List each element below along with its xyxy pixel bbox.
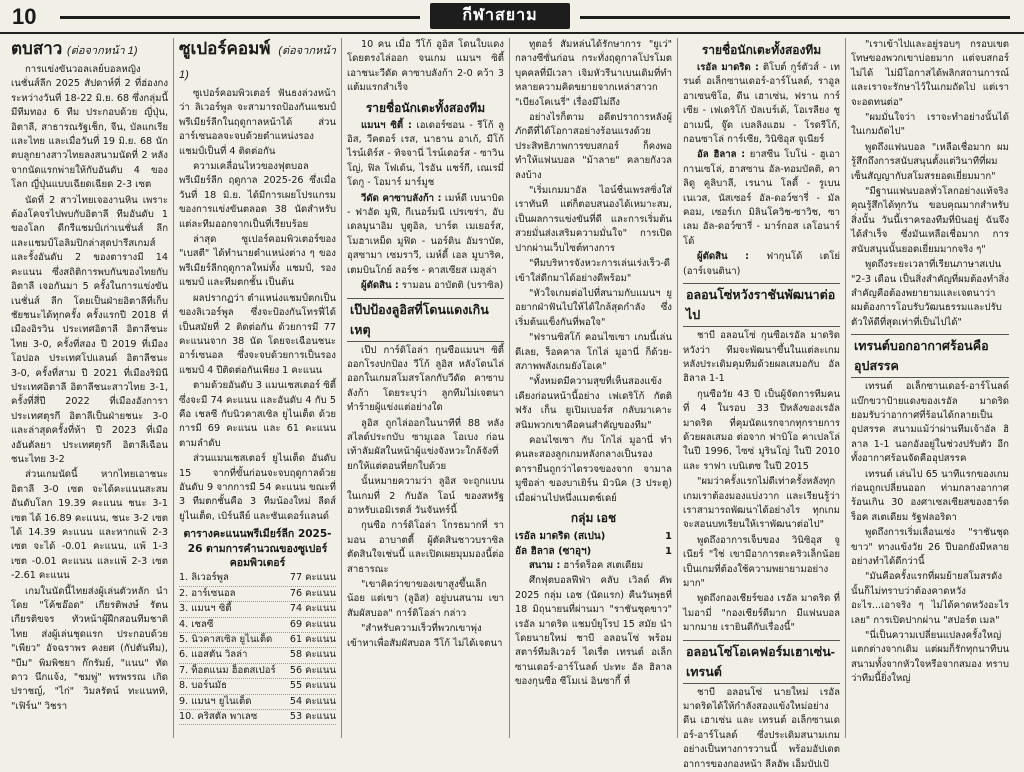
headline-supercomputer (179, 38, 336, 86)
rank: 4. (179, 618, 189, 630)
paragraph: ล่าสุด ซูเปอร์คอมพิวเตอร์ของ "เบสตี" ได้ทำนายตำแหน่งต่าง ๆ ของพรีเมียร์ลีกฤดูกาลใหม่ทั้ง แชมป์, รองแชมป์ และทีมตกชั้น เป็นต้น (179, 234, 336, 289)
paragraph: "มันคือครั้งแรกที่ผมย้ายสโมสรดังนั้นก็ไม่ทราบว่าต้องคาดหวังอะไร...เอาจริง ๆ ไม่ได้คาดหวังอะไรเลย" การเปิดปากผ่าน "สปอร์ต เมล" (851, 571, 1009, 626)
team: ลิเวอร์พูล (191, 572, 229, 584)
team-label: อัล ฮิลาล : (697, 149, 746, 161)
lineup-entry (347, 279, 504, 293)
subhead-alonso-form: อลอนโซ่โอเคฟอร์มเฮาเซ่น-เทรนต์ (683, 640, 840, 684)
section-masthead: กีฬาสยาม (430, 3, 570, 29)
score: 1 (665, 546, 672, 557)
team: ท็อตแนม ฮ็อตสเปอร์ (191, 664, 276, 676)
paragraph: "เราเข้าไปและอยู่รอบๆ กรอบเขตโทษของพวกเขาบ่อยมาก แต่จบสกอร์ไม่ได้ ไม่มีโอกาสได้พลิกสถานการณ์ และเราจะรักษาไว้ในเกมถัดไป แต่เราจะอดทนต่อ" (851, 39, 1009, 108)
standings-row (179, 648, 336, 663)
standings-list (179, 571, 336, 725)
paragraph: "ฟรานซิสโก้ คอนไซเซา เกมนี้เล่นดีเลย, ร็อคคาล โกไล่ มูอานี่ ก็ด้วย-สภาพพลังเกมยังโอเค" (515, 332, 672, 372)
team-label: แมนฯ ซิตี้ : (361, 119, 412, 131)
paragraph: อย่างไรก็ตาม อดีตปราการหลังผู้ภักดีที่ได้โอกาสอย่างร้อนแรงด้วยประสิทธิภาพการขบสกอร์ ก็คงพอทำให้แฟนบอล "ม้าลาย" คลายกังวลลงบ้าง (515, 112, 672, 181)
paragraph: พูดถึงกองเชียร์ของ เรอัล มาดริด ที่ไมอามี่ "กองเชียร์ดีมาก มีแฟนบอลมากมาย เรายินดีกับเรื่องนี้" (683, 593, 840, 634)
paragraph: "หัวใจเกมต่อไปที่สนามกับแมนฯ ยู อยากฝ่าฟันไปให้ได้ใกล้สุดกำลัง ซึ่งเริ่มต้นแข็งกันที่พอใจ" (515, 287, 672, 328)
page-header (0, 0, 1024, 34)
players: ติโบต์ กูร์ตัวส์ - เทรนต์ อเล็กซานเดอร์-อาร์โนลด์, ราอูล อาเซนซิโอ, ดีน เฮาเซ่น, ฟราน การ์เซีย - เฟเดริโก้ บัลเบร์เด้, โอเรลียง ชูอาเมนี่, จู๊ด เบลลิงแฮม - โรดรีโก้, กอนซาโล่ การ์เซีย, วินิซิอุส จูเนียร์ (683, 62, 840, 146)
points: 58 คะแนน (289, 649, 336, 661)
points: 61 คะแนน (289, 634, 336, 646)
rank: 10. (179, 711, 195, 723)
team: นิวคาสเซิล ยูไนเต็ด (191, 634, 273, 646)
points: 74 คะแนน (289, 603, 336, 615)
column-1 (6, 38, 174, 738)
paragraph: ซูเปอร์คอมพิวเตอร์ ฟันธงล่วงหน้าว่า ลิเวอร์พูล จะสามารถป้องกันแชมป์พรีเมียร์ลีกในฤดูกาลหน้าได้ ส่วนอาร์เซนอลจะจบด้วยตำแหน่งรองแชมป์เป็นที่ 4 ติดต่อกัน (179, 88, 336, 157)
group-title: กลุ่ม เอช (570, 511, 617, 525)
rank: 6. (179, 649, 189, 661)
lineup-entry (347, 119, 504, 191)
masthead-rule-left (60, 16, 420, 19)
lineup-entry (683, 148, 840, 249)
rank: 7. (179, 664, 189, 676)
team: เชลซี (191, 618, 214, 630)
points: 55 คะแนน (289, 680, 336, 692)
paragraph: "ผมว่าครั้งแรกไม่ดีเท่าครั้งหลังทุกเกมเราต้องมองแบ่งวาก และเรียนรู้ว่าเราสามารถพัฒนาได้อย่างไร ทุกเกมจะสอนบทเรียนให้เราพัฒนาต่อไป" (683, 476, 840, 531)
rank: 3. (179, 603, 189, 615)
paragraph: ชาบี อลอนโซ่ กุนซือเรอัล มาดริด หวังว่า ทีมจะพัฒนาขึ้นในแต่ละเกม หลังประเดิมคุมทีมด้วยผลเสมอกับ อัล ฮิลาล 1-1 (683, 330, 840, 385)
standings-row (179, 710, 336, 725)
column-2 (174, 38, 342, 738)
paragraph: นัดที่ 2 สาวไทยเจองานหิน เพราะต้องโคจรไปพบกับอิตาลี ทีมอันดับ 1 ของโลก ดีกรีแชมป์เก่าเนชั่นส์ ลีก และแชมป์โอลิมปิกล่าสุดปารีสเกมส์ และรั้งอันดับ 2 ของตารางมี 14 คะแนน ซึ่งสถิติการพบกันของไทยกับอิตาลี เจอกันมา 5 ครั้งในการแข่งขันเนชั่นส์ ลีก โดยเป็นฝ่ายอิตาลีที่เก็บชัยชนะได้ทุกครั้ง ครั้งแรกปี 2018 ที่เมืองอิรวิน ประเทศอิตาลี อิตาลีชนะไทย 3-0, ครั้งที่สอง ปี 2019 ที่เมืองโอปอล ประเทศโปแลนด์ อิตาลีชนะ 3-0, ครั้งที่สาม ปี 2021 ที่เมืองริมินี ประเทศอิตาลี อิตาลีชนะสาวไทย 3-1, ครั้งที่สี่ปี 2022 ที่เมืองอังการา ประเทศตุรกี อิตาลีเป็นฝ่ายชนะ 3-0 และล่าสุดครั้งที่ห้า ปี 2023 ที่เมืองอันตัลยา ประเทศตุรกี อิตาลีเฉือนชนะไทย 3-2 (11, 194, 168, 465)
players: เอเดอร์ซอน - รีโก้ ลูอิส, วีคตอร์ เรส, นาธาน อาเก้, มีโก้ ไรน์เดิร์ส - ทิจจานี่ ไรน์เดอร์ส - ซาวินโญ่, ฟิล โฟเด้น, ไรอัน แชร์กี, เณเรมี่ โดกู - โอมาร์ มาร์มูช (347, 119, 504, 189)
lineup-entry (347, 192, 504, 278)
continued-from-label: (ต่อจากหน้า 1) (67, 45, 138, 57)
team-label: เรอัล มาดริด : (697, 62, 759, 73)
lineup-entry (683, 250, 840, 279)
paragraph: "ทั้งหมดมีความสุขที่เห็นสองแข้งเคียงก่อนหน้านี้อย่าง เฟเดริโก้ กัตติ ฟรัง เก็น ยูเปิมเบอร์ส กลับมาเคาะสนิมพวกเขาคือคนสำคัญของทีม" (515, 376, 672, 431)
column-6 (846, 38, 1014, 738)
venue-label: สนาม : (529, 560, 561, 571)
standings-row (179, 618, 336, 633)
points: 77 คะแนน (289, 572, 336, 584)
team: อาร์เซนอล (191, 587, 236, 599)
team: เรอัล มาดริด (สเปน) (515, 531, 606, 542)
team: แมนฯ ซิตี้ (191, 603, 232, 615)
paragraph: "เริ่มเกมมาอัล ไอน์ชื่นเพรสซิ่งใส่เราทันที แต่ก็ตอบสนองได้เหมาะสม, เป็นผลการแข่งขันที่ดี และการเริ่มต้นสวยมั่นส่งเสริมความมั่นใจ" การเปิดปากผ่านเว็บไซต์ทางการ (515, 185, 672, 254)
paragraph: เป๊ป การ์ดิโอล่า กุนซือแมนฯ ซิตี้ ออกโรงปกป้อง วีโก้ ลูอิส หลังโดนไล่ออกในเกมสโมสรโลกกับวีดัด คาซาบลังก้า โดยระบุว่า ลูกทีมไม่เจตนาทำร้ายผู้แข่งแต่อย่างใด (347, 344, 504, 414)
points: 54 คะแนน (289, 695, 336, 707)
team: อัล ฮิลาล (ซาอุฯ) (515, 546, 592, 557)
team-label: วีดัด คาซาบลังก้า : (361, 192, 442, 204)
paragraph: "มีฐานแฟนบอลทั่วโลกอย่างแท้จริง คุณรู้สึกได้ทุกวัน ขอบคุณมากสำหรับสิ่งนั้น วันนี้เราครองทีมที่บินอยู่ ฉันจึงได้สำเร็จ ซึ่งมันเหลือเชื่อมาก การสนับสนุนนั้นยอดเยี่ยมมากจริง ๆ" (851, 186, 1009, 255)
column-3 (342, 38, 510, 738)
paragraph: ชาบี อลอนโซ่ นายใหม่ เรอัล มาดริดได้ให้กำลังสองแข้งใหม่อย่าง ดีน เฮาเซ่น และ เทรนต์ อเล็กซานเดอร์-อาร์โนลด์ ซึ่งประเดิมสนามเกมอย่างเป็นทางการวานนี้ พร้อมอัปเดตอาการของกองหน้า ลีลอัพ เอ็มบัปเป้ (683, 686, 840, 770)
lineup-entry (683, 61, 840, 147)
rank: 8. (179, 680, 189, 692)
team: แมนฯ ยูไนเต็ด (191, 695, 252, 707)
referee: ฟากุนโด้ เตโย่ (อาร์เจนตินา) (683, 251, 840, 277)
paragraph: ส่วนแมนเชสเตอร์ ยูไนเต็ด อันดับ 15 จากที่ขั้นก่อนจะจบฤดูกาลด้วยอันดับ 9 จากการมี 54 คะแนน ขณะที่ 3 ทีมตกชั้นคือ 3 ทีมน้องใหม่ ลีดส์ ยูไนเต็ด, เบิร์นลีย์ และซันเดอร์แลนด์ (179, 453, 336, 522)
points: 69 คะแนน (289, 618, 336, 630)
paragraph: พูดถึงอาการเจ็บของ วินิซิอุส จูเนียร์ "ใช่ เขามีอาการตะคริวเล็กน้อย เป็นเกมที่ต้องใช้ความพยายามอย่างมาก" (683, 534, 840, 589)
page-number: 10 (12, 4, 37, 29)
score: 1 (665, 531, 672, 542)
paragraph: นั้นหมายความว่า ลูอิส จะถูกแบนในเกมที่ 2 กับอัล โอน์ ของสหรัฐอาหรับเอมิเรตส์ วันจันทร์นี้ (347, 476, 504, 516)
team: แอสตัน วิลล่า (191, 649, 248, 661)
points: 76 คะแนน (289, 587, 336, 599)
rank: 2. (179, 587, 189, 599)
referee: รามอน อาบัตติ (บราซิล) (401, 280, 504, 292)
paragraph: กุนซือวัย 43 ปี เป็นผู้จัดการทีมคนที่ 4 ในรอบ 33 ปีหลังของเรอัล มาดริด ที่คุมนัดแรกจากทุกรายการด้วยผลเสมอ ต่อจาก ฟาบิโอ คาเปลโล่ ในปี 1996, ไซซ่ มูรินโญ่ ในปี 2010 และ ราฟา เบนิเตซ ในปี 2015 (683, 388, 840, 472)
referee-label: ผู้ตัดสิน : (697, 251, 750, 263)
standings-row (179, 587, 336, 602)
players: ยาสซีน โบโน่ - ฮูเอา กานเซโล่, ฮาสซาน อัล-ทอมบัคติ, คาลิดู คูลิบาลี, เรนาน โลดี้ - รูเบน เนเวส, นัสเซอร์ อัล-ดอว์ซารี่ - มัลคอม, เซอร์เก มิลินโควิช-ซาวิช, ซาเลม อัล-ดอว์ซารี่ - มาร์กอส เลโอนาร์โด้ (683, 149, 840, 247)
paragraph: พูดถึงระยะเวลาที่เรียนภาษาสเปน "2-3 เดือน เป็นสิ่งสำคัญที่ผมต้องทำสิ่งสำคัญคือต้องพยายามและเจตนาว่า ผมต้องการโอบรับวัฒนธรรมและปรับตัวให้ดีที่สุดเท่าที่เป็นไปได้" (851, 259, 1009, 328)
players: เมห์ดี เบนาบิด - ฟาอัด มูฟี, กีเนอร์มนี เปรเซร่า, อับเดลมูนาอิม บูตูอิล, บาร์ต เมเยอร์ส, โมฮาเหม็ด มูฟิด - นอร์ดิน อัมราบัต, อุสซามา เซมราวี, เมห์ดี้ เอล มูบาริค, เตมบินโกย์ ลอร์ช - คาสเซียส เมลูล่า (347, 192, 504, 276)
lineup-title: รายชื่อนักเตะทั้งสองทีม (365, 100, 486, 115)
subhead-trent: เทรนต์บอกอากาศร้อนคืออุปสรรค (851, 334, 1009, 378)
standings-row (179, 679, 336, 694)
venue (515, 559, 672, 573)
paragraph: ศึกฟุตบอลฟีฟ่า คลับ เวิลด์ คัพ 2025 กลุ่ม เอช (นัดแรก) คืนวันพุธที่ 18 มิถุนายนที่ผ่านมา "ราชันชุดขาว" เรอัล มาดริด แชมป์ยุโรป 15 สมัย นำโดยนายใหม่ ชาบี อลอนโซ่ พร้อมสตาร์ทีมลิเวอร์ ไดเรื่ต เทรนต์ อเล็กซานเดอร์-อาร์โนลด์ ปะทะ อัล ฮิลาล ของกุนซือ ซีโมเน่ อินซากี้ ที่ (515, 575, 672, 688)
paragraph: คอนไซเซา กับ โกไล่ มูอานี่ ทำคนละสองลูกเกมหลังกลางเป็นรองดารายืนถูกว่าไดรวจของจาก จามาล มูซีอล่า ของบาเยิร์น มิวนิค (3 ประตู) เมื่อผ่านไปหนึ่งแมตช์เดย์ (515, 434, 672, 504)
paragraph: พูดถึงแฟนบอล "เหลือเชื่อมาก ผมรู้สึกถึงการสนับสนุนตั้งแต่วินาทีที่ผมเซ็นสัญญากับสโมสรยอดเยี่ยมมาก" (851, 141, 1009, 182)
paragraph: "ผมมั่นใจว่า เราจะทำอย่างนั้นได้ในเกมถัดไป" (851, 112, 1009, 138)
paragraph: พูดถึงการเริ่มเลื่อนเซ่ง "ราชันชุดขาว" ทางแข้งวัย 26 ปีบอกยังมีหลายอย่างทำได้ดีกว่านี้ (851, 527, 1009, 567)
lineup-title: รายชื่อนักเตะทั้งสองทีม (701, 43, 822, 57)
headline-text: ตบสาว (11, 39, 63, 58)
paragraph: ผลปรากฏว่า ตำแหน่งแชมป์ตกเป็นของลิเวอร์พูล ซึ่งจะป้องกันโทรฟี่ได้เป็นสมัยที่ 2 ติดต่อกัน ด้วยการมี 77 คะแนนจาก 38 นัด โดยจะเฉือนชนะอาร์เซนอล ซึ่งจะจบด้วยการเป็นรองแชมป์ 4 ปีติดต่อกันเพียง 1 คะแนน (179, 292, 336, 376)
paragraph: ลูอิส ถูกไล่ออกในนาทีที่ 88 หลังสไลด์ประกบับ ซามูเอล โอเบง ก่อนเท้าลัมผัสในหน้าผู้แข่งจังหวะใกล้จังที่ยกให้แต่ตอนที่ยกใบด้วย (347, 417, 504, 472)
paragraph: ส่วนเกมนัดนี้ หากไทยเอาชนะอิตาลี 3-0 เซต จะได้คะแนนสะสมอันดับโลก 19.39 คะแนน ชนะ 3-1 เซต ได้ 16.89 คะแนน, ชนะ 3-2 เซต ได้ 14.39 คะแนน และหากแพ้ 2-3 เซต จะได้ -0.01 คะแนน, แพ้ 1-3 เซต -0.01 คะแนน และแพ้ 2-3 เซต -2.61 คะแนน (11, 469, 168, 582)
paragraph: ความเคลื่อนไหวของฟุตบอลพรีเมียร์ลีก ฤดูกาล 2025-26 ซึ่งเมื่อวันที่ 18 มิ.ย. ได้มีการเผยโปรแกรมของการแข่งขันตลอด 38 นัดสำหรับแต่ละทีมออกจากเป็นที่เรียบร้อย (179, 161, 336, 230)
subhead-alonso: อลอนโซ่หวังราชันพัฒนาต่อไป (683, 283, 840, 327)
paragraph: เทรนต์ อเล็กซานเดอร์-อาร์โนลด์ แบ๊กขวาป้ายแดงของเรอัล มาดริด ยอมรับว่าอากาศที่ร้อนได้กลายเป็นอุปสรรค สนามแม้ว่าผ่านทีมเจ้าอัล ฮิลาล 1-1 นอกอังอยู่ในช่วงปรับตัว อีกทั้งอากาศร้อนจัดคืออุปสรรค (851, 381, 1009, 465)
score-row-away (515, 544, 672, 559)
paragraph: การแข่งขันวอลเลย์บอลหญิงเนชั่นส์ลีก 2025 สัปดาห์ที่ 2 ที่ฮ่องกง ระหว่างวันที่ 18-22 มิ.ย. 68 ซึ่งกลุ่มนี้มีทีมทอง 6 ทีม ประกอบด้วย ญี่ปุ่น, อิตาลี, สาธารณรัฐเช็ก, จีน, บัลแกเรีย และไทย และเมื่อวันที่ 19 มิ.ย. 68 นักตบลูกยางสาวไทยลงสนามนัดที่ 2 หลังจากนัดแรกพ่ายให้กับอันดับ 4 ของโลก ญี่ปุ่นแบบเฉียดเฉียด 2-3 เซต (11, 64, 168, 191)
standings-row (179, 571, 336, 586)
score-row-home (515, 529, 672, 544)
referee-label: ผู้ตัดสิน : (361, 280, 399, 292)
paragraph: ตามด้วยอันดับ 3 แมนเชสเตอร์ ซิตี้ ซึ่งจะมี 74 คะแนน และอันดับ 4 กับ 5 คือ เชลซี กับนิวคาสเซิล ยูไนเต็ด ด้วยการมี 69 คะแนน และ 61 คะแนนตามลำดับ (179, 380, 336, 449)
paragraph: เทรนต์ เล่นไป 65 นาทีแรกของเกมก่อนถูกเปลี่ยนออก ท่ามกลางอากาศร้อนเกิน 30 องศาเซลเซียสของฮาร์ดร็อค สเตเดียม รัฐฟลอริดา (851, 468, 1009, 523)
paragraph: "ทีมบริหารจังหวะการเล่นเร่งเร็ว-ดีเข้าใส่ดีกมาได้อย่างดีพร้อม" (515, 258, 671, 284)
headline-volleyball (11, 38, 168, 62)
continued-from-label: (ต่อจากหน้า 1) (179, 45, 336, 81)
paragraph: 10 คน เมื่อ วีโก้ อูอิส โดนใบแดงโดยตรงไล่ออก จนเกม แมนฯ ซิตี้ เอาชนะวีดัด คาซาบลังก้า 2-0 คว้า 3 แต้มแรกสำเร็จ (347, 39, 504, 94)
rank: 9. (179, 695, 189, 707)
standings-title: ตารางคะแนนพรีเมียร์ลีก 2025-26 ตามการคำนวณของซูเปอร์คอมพิวเตอร์ (183, 528, 332, 569)
masthead-rule-right (580, 16, 1010, 19)
points: 53 คะแนน (289, 711, 336, 723)
paragraph: เกมในนัดนี้ไทยส่งผู้เล่นตัวหลัก นำโดย "โค้ชอ๊อด" เกียรติพงษ์ รัตนเกียรติขจร ทัวหน้าผู้ฝึกสอนทีมชาติไทย ส่งผู้เล่นชุดแรก ประกอบด้วย "เพียว" อัจฉราพร คงยศ (กัปตันทีม), "บีม" พิมพิชยา ก๊กรัมย์, "แนน" ทัดดาว นึกแจ้ง, "ชมพู่" พรพรรณ เกิดปราชญ์, "ไก่" วิมลรัตน์ ทะแนททิ, "เฟิร์น" วิชรา (11, 585, 168, 712)
rank: 1. (179, 572, 189, 584)
headline-text: ซูเปอร์คอมพ์ (179, 39, 271, 58)
paragraph: "นี่เป็นความเปลี่ยนแปลงครั้งใหญ่ แตกต่างจากเดิม แต่ผมก็รักทุกนาทีบนสนามทั้งจากหัวใจหรือจากสมอง ทราบว่าทีมนี้ยิ่งใหญ่ (851, 630, 1009, 685)
paragraph: "เขาคิดว่าขาของเขาสูงขึ้นเล็กน้อย แต่เขา (ลูอิส) อยู่บนสนาม เขาสัมผัสบอล" การ์ดิโอล่า กล่าว (347, 579, 504, 619)
points: 56 คะแนน (289, 664, 336, 676)
standings-row (179, 695, 336, 710)
article-columns (6, 38, 1018, 770)
paragraph: "สำหรับความเร็วที่พวกเขาพุ่งเข้าหาเพื่อสัมผัสบอล วีโก้ ไม่ได้เจตนา (347, 623, 503, 649)
subhead-pep: เป๊ปป้องลูอิสที่โดนแดงเกินเหตุ (347, 298, 504, 342)
rank: 5. (179, 634, 189, 646)
venue-name: ฮาร์ดร็อค สเตเดียม (563, 560, 644, 571)
column-5 (678, 38, 846, 770)
paragraph: กุนซือ การ์ดิโอล่า โกรธมากที่ รามอน อาบาตตี้ ผู้ตัดสินชาวบราซิล ตัดสินใจเช่นนี้ และเปิดเผยมุมมองนี้ต่อสาธารณะ (347, 520, 504, 575)
team: บอร์นมัธ (191, 680, 227, 692)
standings-row (179, 602, 336, 617)
paragraph: ทูตอร์ สัมหล่นได้รักษาการ "ยูเว่" กลางซีซั่นก่อน กระทั่งฤดูกาลโปรโมตบุคคลที่มีเวลา เจิมหัวรีนาเบนเดิมที่ทำหลายความคิดขยายจากเหล่าสาวก "เบียงโคเนรี่" เรื่องมีไม่ถึง (515, 39, 672, 108)
column-4 (510, 38, 678, 738)
team: คริสตัล พาเลซ (197, 711, 258, 723)
standings-row (179, 664, 336, 679)
standings-row (179, 633, 336, 648)
